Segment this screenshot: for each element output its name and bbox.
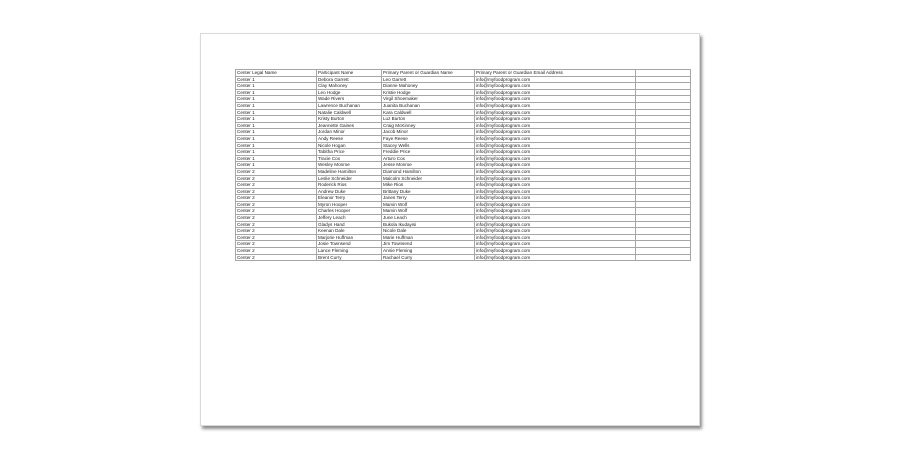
table-row	[236, 76, 691, 83]
cell-participant: Gladys Hand	[317, 221, 382, 228]
cell-email: info@myfoodprogram.com	[475, 168, 636, 175]
cell-center: Center 1	[236, 116, 317, 123]
cell-participant: Debora Garrett	[317, 76, 382, 83]
cell-guardian: Janes Terry	[382, 195, 475, 202]
cell-guardian: Freddie Price	[382, 149, 475, 156]
header-empty	[636, 70, 691, 77]
cell-email: info@myfoodprogram.com	[475, 96, 636, 103]
table-row	[236, 195, 691, 202]
table-row	[236, 248, 691, 255]
cell-center: Center 2	[236, 188, 317, 195]
table-row	[236, 142, 691, 149]
cell-email: info@myfoodprogram.com	[475, 162, 636, 169]
cell-guardian: Stacey Wells	[382, 142, 475, 149]
cell-email: info@myfoodprogram.com	[475, 234, 636, 241]
cell-guardian: Faye Reese	[382, 135, 475, 142]
cell-empty	[636, 116, 691, 123]
cell-empty	[636, 254, 691, 261]
cell-center: Center 2	[236, 195, 317, 202]
cell-empty	[636, 168, 691, 175]
cell-email: info@myfoodprogram.com	[475, 102, 636, 109]
cell-email: info@myfoodprogram.com	[475, 182, 636, 189]
cell-participant: Tracie Cox	[317, 155, 382, 162]
cell-guardian: June Leach	[382, 215, 475, 222]
cell-email: info@myfoodprogram.com	[475, 215, 636, 222]
cell-email: info@myfoodprogram.com	[475, 248, 636, 255]
cell-participant: Leo Hodge	[317, 89, 382, 96]
table-row	[236, 122, 691, 129]
cell-center: Center 2	[236, 221, 317, 228]
table-row	[236, 109, 691, 116]
cell-email: info@myfoodprogram.com	[475, 228, 636, 235]
cell-empty	[636, 228, 691, 235]
table-row	[236, 228, 691, 235]
cell-email: info@myfoodprogram.com	[475, 208, 636, 215]
cell-participant: Clay Mahoney	[317, 83, 382, 90]
cell-guardian: Marvin Wolf	[382, 208, 475, 215]
cell-center: Center 1	[236, 149, 317, 156]
cell-email: info@myfoodprogram.com	[475, 142, 636, 149]
cell-participant: Wesley Monroe	[317, 162, 382, 169]
cell-empty	[636, 96, 691, 103]
cell-center: Center 1	[236, 96, 317, 103]
table-row	[236, 102, 691, 109]
cell-empty	[636, 135, 691, 142]
cell-guardian: Marie Huffman	[382, 234, 475, 241]
cell-empty	[636, 122, 691, 129]
cell-guardian: Diamond Hamilton	[382, 168, 475, 175]
table-row	[236, 116, 691, 123]
cell-empty	[636, 195, 691, 202]
cell-participant: Jeffery Leach	[317, 215, 382, 222]
cell-empty	[636, 201, 691, 208]
cell-center: Center 2	[236, 234, 317, 241]
cell-guardian: Luz Burton	[382, 116, 475, 123]
table-row	[236, 201, 691, 208]
cell-empty	[636, 149, 691, 156]
table-row	[236, 234, 691, 241]
cell-guardian: Marvin Wolf	[382, 201, 475, 208]
cell-empty	[636, 109, 691, 116]
cell-guardian: Mike Rios	[382, 182, 475, 189]
cell-empty	[636, 155, 691, 162]
table-row	[236, 221, 691, 228]
cell-center: Center 1	[236, 122, 317, 129]
table-row	[236, 168, 691, 175]
cell-center: Center 1	[236, 155, 317, 162]
cell-center: Center 2	[236, 228, 317, 235]
cell-email: info@myfoodprogram.com	[475, 195, 636, 202]
table-row	[236, 162, 691, 169]
cell-guardian: Virgil Shoemaker	[382, 96, 475, 103]
header-center-legal-name: Center Legal Name	[236, 70, 317, 77]
cell-guardian: Leo Garrett	[382, 76, 475, 83]
cell-guardian: Kristie Hodge	[382, 89, 475, 96]
cell-email: info@myfoodprogram.com	[475, 135, 636, 142]
cell-empty	[636, 248, 691, 255]
cell-email: info@myfoodprogram.com	[475, 254, 636, 261]
cell-empty	[636, 221, 691, 228]
table-row	[236, 155, 691, 162]
cell-empty	[636, 175, 691, 182]
cell-participant: Nicole Hogan	[317, 142, 382, 149]
cell-empty	[636, 76, 691, 83]
cell-empty	[636, 215, 691, 222]
cell-participant: Lance Fleming	[317, 248, 382, 255]
cell-guardian: Craig McKinney	[382, 122, 475, 129]
cell-participant: Natalie Caldwell	[317, 109, 382, 116]
cell-participant: Brent Curry	[317, 254, 382, 261]
cell-email: info@myfoodprogram.com	[475, 155, 636, 162]
table-row	[236, 149, 691, 156]
table-row	[236, 129, 691, 136]
cell-email: info@myfoodprogram.com	[475, 241, 636, 248]
cell-center: Center 1	[236, 76, 317, 83]
cell-empty	[636, 182, 691, 189]
cell-participant: Jordan Minor	[317, 129, 382, 136]
table-row	[236, 208, 691, 215]
cell-email: info@myfoodprogram.com	[475, 89, 636, 96]
cell-email: info@myfoodprogram.com	[475, 109, 636, 116]
cell-guardian: Annie Fleming	[382, 248, 475, 255]
document-page	[200, 33, 700, 426]
cell-participant: Madeline Hamilton	[317, 168, 382, 175]
cell-participant: Kristy Burton	[317, 116, 382, 123]
table-row	[236, 83, 691, 90]
cell-center: Center 2	[236, 201, 317, 208]
participant-table	[235, 69, 691, 261]
cell-guardian: Juanita Buchanan	[382, 102, 475, 109]
cell-center: Center 2	[236, 248, 317, 255]
table-body	[236, 76, 691, 261]
cell-center: Center 2	[236, 168, 317, 175]
table-row	[236, 215, 691, 222]
cell-participant: Leslie Schneider	[317, 175, 382, 182]
cell-empty	[636, 162, 691, 169]
cell-center: Center 1	[236, 83, 317, 90]
cell-empty	[636, 83, 691, 90]
cell-guardian: Bukola Ikudayisi	[382, 221, 475, 228]
cell-center: Center 1	[236, 102, 317, 109]
cell-center: Center 1	[236, 89, 317, 96]
cell-email: info@myfoodprogram.com	[475, 149, 636, 156]
cell-center: Center 2	[236, 241, 317, 248]
cell-empty	[636, 188, 691, 195]
cell-empty	[636, 129, 691, 136]
table-row	[236, 254, 691, 261]
cell-participant: Myron Hooper	[317, 201, 382, 208]
cell-center: Center 2	[236, 254, 317, 261]
cell-participant: Tabitha Price	[317, 149, 382, 156]
table-row	[236, 175, 691, 182]
cell-email: info@myfoodprogram.com	[475, 76, 636, 83]
cell-center: Center 2	[236, 182, 317, 189]
cell-guardian: Brittany Duke	[382, 188, 475, 195]
cell-center: Center 2	[236, 208, 317, 215]
cell-participant: Josie Townsend	[317, 241, 382, 248]
cell-participant: Roderick Rios	[317, 182, 382, 189]
table-row	[236, 182, 691, 189]
table-row	[236, 188, 691, 195]
cell-participant: Wade Rivers	[317, 96, 382, 103]
cell-empty	[636, 102, 691, 109]
cell-guardian: Arturo Cox	[382, 155, 475, 162]
cell-guardian: Kara Caldwell	[382, 109, 475, 116]
cell-center: Center 1	[236, 162, 317, 169]
cell-center: Center 1	[236, 129, 317, 136]
cell-email: info@myfoodprogram.com	[475, 175, 636, 182]
cell-guardian: Jim Townsend	[382, 241, 475, 248]
cell-participant: Marjorie Huffman	[317, 234, 382, 241]
cell-center: Center 1	[236, 142, 317, 149]
cell-participant: Jeannette Gaines	[317, 122, 382, 129]
cell-center: Center 2	[236, 215, 317, 222]
header-row	[236, 70, 691, 77]
cell-empty	[636, 89, 691, 96]
cell-email: info@myfoodprogram.com	[475, 221, 636, 228]
cell-participant: Eleanor Terry	[317, 195, 382, 202]
header-participant-name: Participant Name	[317, 70, 382, 77]
cell-email: info@myfoodprogram.com	[475, 188, 636, 195]
table-row	[236, 89, 691, 96]
cell-center: Center 2	[236, 175, 317, 182]
cell-participant: Andy Reese	[317, 135, 382, 142]
cell-center: Center 1	[236, 109, 317, 116]
cell-guardian: Rachael Curry	[382, 254, 475, 261]
cell-guardian: Jesse Monroe	[382, 162, 475, 169]
table-row	[236, 135, 691, 142]
cell-participant: Keenan Dale	[317, 228, 382, 235]
cell-email: info@myfoodprogram.com	[475, 116, 636, 123]
table-row	[236, 241, 691, 248]
header-guardian-name: Primary Parent or Guardian Name	[382, 70, 475, 77]
cell-empty	[636, 142, 691, 149]
cell-guardian: Jacob Minor	[382, 129, 475, 136]
cell-center: Center 1	[236, 135, 317, 142]
table-row	[236, 96, 691, 103]
cell-email: info@myfoodprogram.com	[475, 201, 636, 208]
cell-guardian: Dianne Mahoney	[382, 83, 475, 90]
cell-guardian: Nicole Dale	[382, 228, 475, 235]
header-guardian-email: Primary Parent or Guardian Email Address	[475, 70, 636, 77]
cell-empty	[636, 241, 691, 248]
cell-email: info@myfoodprogram.com	[475, 129, 636, 136]
cell-empty	[636, 208, 691, 215]
cell-empty	[636, 234, 691, 241]
cell-email: info@myfoodprogram.com	[475, 122, 636, 129]
cell-participant: Lawrence Buchanan	[317, 102, 382, 109]
cell-guardian: Malcolm Schneider	[382, 175, 475, 182]
cell-email: info@myfoodprogram.com	[475, 83, 636, 90]
cell-participant: Andrew Duke	[317, 188, 382, 195]
cell-participant: Charles Hooper	[317, 208, 382, 215]
